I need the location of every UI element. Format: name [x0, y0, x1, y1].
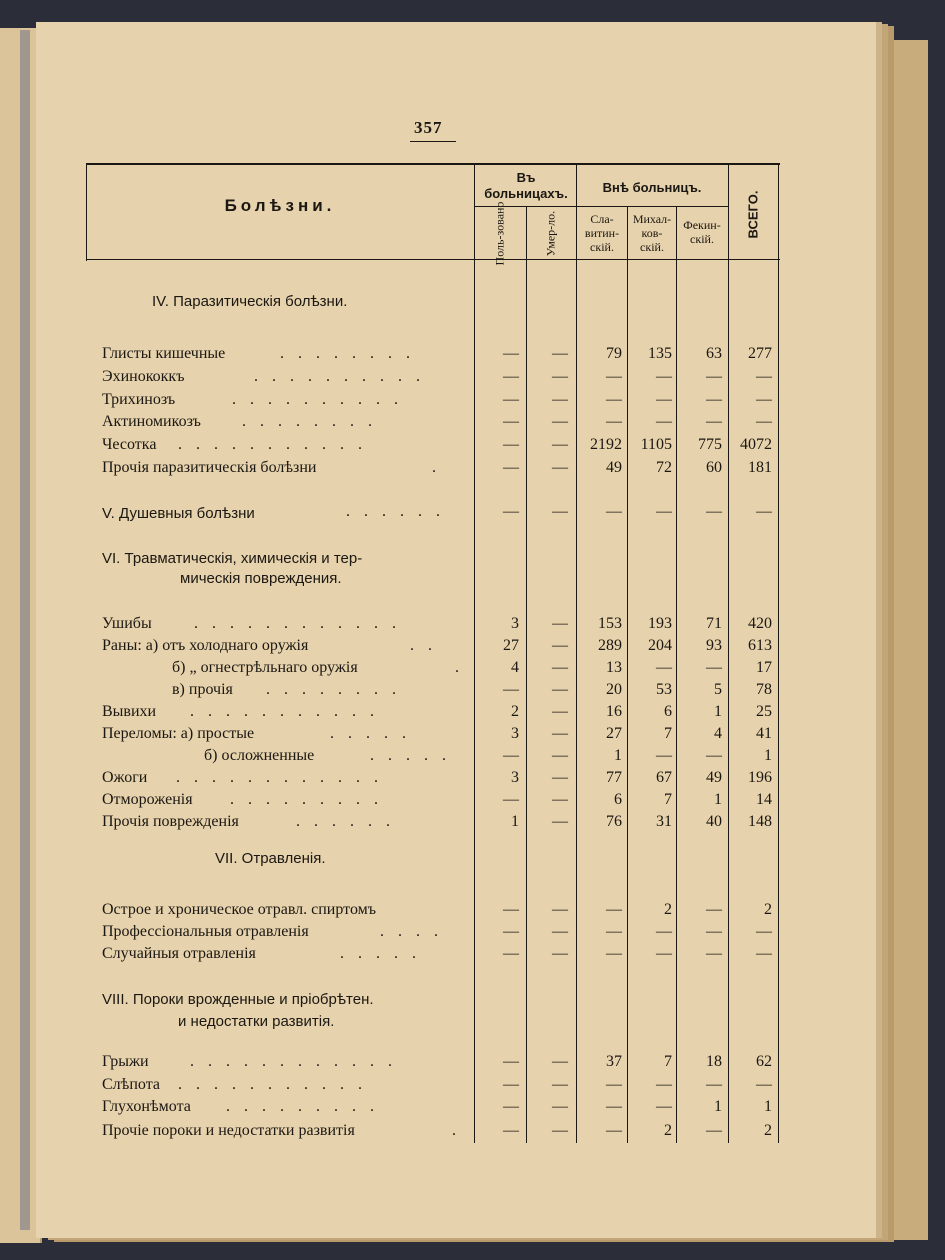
mikhalkovsky-header: Михал-ков-скій. — [632, 212, 672, 254]
book-spine — [20, 30, 30, 1230]
section-title-continued: мическія повреждения. — [180, 570, 342, 587]
table-cell: — — [503, 436, 519, 453]
table-cell: — — [503, 1053, 519, 1070]
table-cell: 72 — [656, 459, 672, 476]
table-cell: — — [552, 681, 568, 698]
table-cell: 49 — [706, 769, 722, 786]
table-cell: — — [656, 945, 672, 962]
table-cell: 153 — [598, 615, 622, 632]
leader-dots: . . . . . — [340, 945, 421, 962]
section-title: VII. Отравленія. — [215, 850, 326, 867]
table-cell: 7 — [664, 1053, 672, 1070]
row-label: Острое и хроническое отравл. спиртомъ — [102, 901, 377, 918]
leader-dots: . . . . . . . . . . — [254, 368, 425, 385]
section-title: VIII. Пороки врожденные и пріобрѣтен. — [102, 991, 374, 1008]
table-cell: — — [706, 901, 722, 918]
table-cell: 41 — [756, 725, 772, 742]
frame-left — [86, 165, 87, 261]
row-label: в) прочія — [172, 681, 233, 698]
table-cell: 4 — [714, 725, 722, 742]
table-cell: 193 — [648, 615, 672, 632]
row-label: Ушибы — [102, 615, 152, 632]
table-cell: — — [706, 413, 722, 430]
leader-dots: . . . . . . — [296, 813, 395, 830]
row-label: Случайныя отравленія — [102, 945, 256, 962]
section-title: V. Душевныя болѣзни — [102, 505, 255, 522]
row-label: б) осложненные — [204, 747, 315, 764]
total-header: ВСЕГО. — [745, 190, 761, 239]
table-cell: — — [503, 503, 519, 520]
row-label: Вывихи — [102, 703, 157, 720]
section-title: VI. Травматическія, химическія и тер- — [102, 550, 363, 567]
page-stack-edge — [878, 40, 928, 1240]
table-cell: — — [552, 637, 568, 654]
table-cell: 148 — [748, 813, 772, 830]
table-cell: — — [706, 391, 722, 408]
table-cell: — — [606, 391, 622, 408]
table-cell: — — [552, 436, 568, 453]
table-cell: 6 — [664, 703, 672, 720]
table-cell: 4 — [511, 659, 519, 676]
table-cell: — — [552, 813, 568, 830]
table-cell: 13 — [606, 659, 622, 676]
table-cell: 289 — [598, 637, 622, 654]
leader-dots: . . . . . . . . — [242, 413, 377, 430]
table-cell: 67 — [656, 769, 672, 786]
leader-dots: . . . . . . . . . . . — [190, 703, 379, 720]
table-cell: — — [656, 1098, 672, 1115]
table-cell: 53 — [656, 681, 672, 698]
table-cell: — — [503, 413, 519, 430]
table-cell: — — [503, 1122, 519, 1139]
outside-hospital-subrule — [576, 206, 728, 207]
table-cell: 196 — [748, 769, 772, 786]
table-cell: — — [706, 659, 722, 676]
table-cell: — — [706, 945, 722, 962]
table-cell: — — [503, 1076, 519, 1093]
table-cell: 4072 — [740, 436, 772, 453]
table-cell: — — [552, 345, 568, 362]
table-cell: — — [552, 659, 568, 676]
row-label: Трихинозъ — [102, 391, 176, 408]
table-cell: — — [706, 1076, 722, 1093]
leader-dots: . . . . . — [370, 747, 451, 764]
table-cell: 1 — [764, 1098, 772, 1115]
table-cell: 2192 — [590, 436, 622, 453]
leader-dots: . . — [410, 637, 437, 654]
table-cell: 37 — [606, 1053, 622, 1070]
table-cell: — — [756, 368, 772, 385]
table-cell: — — [503, 1098, 519, 1115]
table-cell: 20 — [606, 681, 622, 698]
table-cell: 181 — [748, 459, 772, 476]
leader-dots: . . . . . . . . . . . . — [176, 769, 383, 786]
table-cell: 14 — [756, 791, 772, 808]
table-cell: — — [552, 703, 568, 720]
page-number-underline — [410, 141, 456, 142]
table-cell: — — [706, 368, 722, 385]
row-label: б) „ огнестрѣльнаго оружія — [172, 659, 358, 676]
table-cell: — — [656, 1076, 672, 1093]
table-cell: — — [656, 368, 672, 385]
table-cell: — — [756, 923, 772, 940]
table-cell: — — [606, 923, 622, 940]
row-label: Глухонѣмота — [102, 1098, 191, 1115]
leader-dots: . . . . — [380, 923, 443, 940]
table-cell: 60 — [706, 459, 722, 476]
frame-right — [778, 165, 779, 1143]
table-cell: — — [606, 1076, 622, 1093]
table-cell: 5 — [714, 681, 722, 698]
table-cell: — — [756, 503, 772, 520]
row-label: Глисты кишечные — [102, 345, 226, 362]
table-cell: — — [606, 413, 622, 430]
row-label: Переломы: а) простые — [102, 725, 255, 742]
table-cell: — — [606, 1122, 622, 1139]
table-cell: — — [706, 503, 722, 520]
leader-dots: . . . . . . . . . . — [232, 391, 403, 408]
table-cell: — — [706, 747, 722, 764]
leader-dots: . . . . . . — [346, 503, 445, 520]
table-cell: 613 — [748, 637, 772, 654]
leader-dots: . . . . . . . . . . . . — [194, 615, 401, 632]
table-cell: 2 — [511, 703, 519, 720]
table-cell: — — [606, 503, 622, 520]
outside-hospitals-header: Внѣ больницъ. — [602, 180, 702, 195]
table-cell: — — [656, 503, 672, 520]
diseases-header: Болѣзни. — [224, 196, 336, 215]
table-cell: 135 — [648, 345, 672, 362]
row-label: Слѣпота — [102, 1076, 160, 1093]
table-cell: 1 — [511, 813, 519, 830]
table-cell: 78 — [756, 681, 772, 698]
table-cell: — — [606, 1098, 622, 1115]
table-cell: 93 — [706, 637, 722, 654]
table-cell: 2 — [664, 901, 672, 918]
slavitinsky-header: Сла-витин-скій. — [584, 212, 620, 254]
table-cell: — — [606, 945, 622, 962]
table-cell: — — [503, 345, 519, 362]
table-cell: 31 — [656, 813, 672, 830]
table-cell: — — [606, 901, 622, 918]
row-label: Отмороженія — [102, 791, 193, 808]
section-title-continued: и недостатки развитія. — [178, 1013, 335, 1030]
table-cell: — — [656, 659, 672, 676]
table-cell: — — [756, 945, 772, 962]
table-cell: 6 — [614, 791, 622, 808]
row-label: Прочія поврежденія — [102, 813, 239, 830]
died-header: Умер-ло. — [543, 210, 558, 257]
row-label: Актиномикозъ — [102, 413, 201, 430]
table-cell: — — [656, 391, 672, 408]
leader-dots: . . . . . . . . . . . — [178, 1076, 367, 1093]
leader-dots: . . . . . — [330, 725, 411, 742]
section-title: IV. Паразитическія болѣзни. — [152, 293, 348, 310]
leader-dots: . . . . . . . . . . . . — [190, 1053, 397, 1070]
row-label: Раны: а) отъ холоднаго оружія — [102, 637, 309, 654]
table-cell: — — [552, 1098, 568, 1115]
leader-dots: . — [432, 459, 441, 476]
table-cell: 2 — [764, 1122, 772, 1139]
table-cell: — — [656, 747, 672, 764]
table-cell: 7 — [664, 791, 672, 808]
table-cell: 63 — [706, 345, 722, 362]
table-cell: 62 — [756, 1053, 772, 1070]
table-cell: — — [552, 368, 568, 385]
table-cell: — — [552, 615, 568, 632]
table-cell: 25 — [756, 703, 772, 720]
table-cell: 79 — [606, 345, 622, 362]
table-cell: — — [552, 459, 568, 476]
table-cell: 76 — [606, 813, 622, 830]
leader-dots: . . . . . . . . . — [230, 791, 383, 808]
row-label: Ожоги — [102, 769, 148, 786]
table-cell: 2 — [664, 1122, 672, 1139]
table-top-rule — [86, 163, 780, 165]
leader-dots: . . . . . . . . . — [226, 1098, 379, 1115]
table-cell: — — [552, 769, 568, 786]
row-label: Эхинококкъ — [102, 368, 185, 385]
table-cell: 420 — [748, 615, 772, 632]
table-cell: 16 — [606, 703, 622, 720]
table-cell: — — [606, 368, 622, 385]
table-cell: 775 — [698, 436, 722, 453]
table-cell: — — [656, 923, 672, 940]
table-cell: 1 — [714, 703, 722, 720]
table-cell: — — [503, 391, 519, 408]
leader-dots: . — [452, 1122, 461, 1139]
table-cell: — — [552, 945, 568, 962]
table-cell: — — [503, 923, 519, 940]
in-hospital-subrule — [474, 206, 576, 207]
row-label: Прочіе пороки и недостатки развитія — [102, 1122, 355, 1139]
table-cell: 1 — [764, 747, 772, 764]
table-cell: 1 — [714, 1098, 722, 1115]
table-cell: — — [756, 413, 772, 430]
table-cell: 204 — [648, 637, 672, 654]
table-cell: 1 — [614, 747, 622, 764]
table-cell: 40 — [706, 813, 722, 830]
table-cell: — — [503, 791, 519, 808]
table-cell: 3 — [511, 615, 519, 632]
table-cell: — — [552, 747, 568, 764]
table-cell: — — [706, 923, 722, 940]
table-cell: 1105 — [640, 436, 672, 453]
table-cell: — — [503, 945, 519, 962]
table-cell: 2 — [764, 901, 772, 918]
table-cell: — — [503, 681, 519, 698]
table-cell: — — [756, 1076, 772, 1093]
table-cell: 18 — [706, 1053, 722, 1070]
table-cell: 27 — [503, 637, 519, 654]
table-cell: — — [552, 791, 568, 808]
table-cell: — — [503, 747, 519, 764]
table-cell: — — [552, 413, 568, 430]
fekinsky-header: Фекин-скій. — [683, 218, 721, 246]
table-cell: — — [552, 503, 568, 520]
table-cell: — — [552, 1076, 568, 1093]
row-label: Прочія паразитическія болѣзни — [102, 459, 317, 476]
row-label: Профессіональныя отравленія — [102, 923, 309, 940]
table-cell: 3 — [511, 725, 519, 742]
table-cell: — — [706, 1122, 722, 1139]
table-cell: 277 — [748, 345, 772, 362]
leader-dots: . — [455, 659, 464, 676]
leader-dots: . . . . . . . . — [280, 345, 415, 362]
table-cell: — — [552, 901, 568, 918]
row-label: Чесотка — [102, 436, 157, 453]
table-cell: 77 — [606, 769, 622, 786]
table-cell: 71 — [706, 615, 722, 632]
table-cell: 17 — [756, 659, 772, 676]
table-cell: 27 — [606, 725, 622, 742]
table-cell: — — [552, 1053, 568, 1070]
table-cell: — — [552, 391, 568, 408]
table-cell: — — [503, 901, 519, 918]
table-cell: — — [552, 1122, 568, 1139]
table-cell: — — [552, 725, 568, 742]
table-cell: 1 — [714, 791, 722, 808]
table-cell: 7 — [664, 725, 672, 742]
table-cell: — — [656, 413, 672, 430]
leader-dots: . . . . . . . . — [266, 681, 401, 698]
table-cell: — — [503, 459, 519, 476]
table-cell: 49 — [606, 459, 622, 476]
leader-dots: . . . . . . . . . . . — [178, 436, 367, 453]
table-cell: — — [552, 923, 568, 940]
table-cell: 3 — [511, 769, 519, 786]
table-cell: — — [503, 368, 519, 385]
row-label: Грыжи — [102, 1053, 149, 1070]
in-hospitals-header: Въ больницахъ. — [484, 170, 568, 201]
used-header: Поль-зовано — [492, 201, 507, 266]
page-number: 357 — [414, 118, 443, 137]
table-cell: — — [756, 391, 772, 408]
